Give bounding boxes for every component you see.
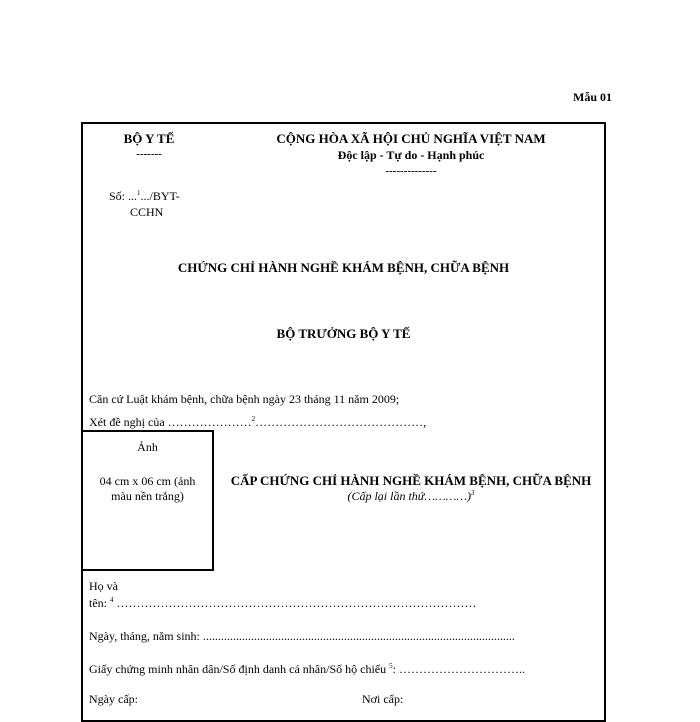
footnote-3: 3 [471,489,475,497]
dob-field[interactable]: Ngày, tháng, năm sinh: ........................................................................................................ [89,629,515,643]
certificate-title: CHỨNG CHỈ HÀNH NGHỀ KHÁM BỆNH, CHỮA BỆNH [177,260,510,275]
document-number: Số: ...$^1$.../BYT- [109,189,180,203]
id-line: Giấy chứng minh nhân dân/Số định danh cá nhân/Số hộ chiếu $^5$: ………………………….. [89,662,525,676]
national-motto: Độc lập - Tự do - Hạnh phúc [337,148,485,162]
name-line: tên: $^4$ ……………………………………………………………………………… [89,596,477,610]
footnote-5: 5 [389,662,393,670]
name-field[interactable]: ……………………………………………………………………………… [116,596,477,610]
photo-box [81,430,214,571]
footnote-2: 2 [251,415,256,423]
id-field[interactable]: : ………………………….. [392,662,525,676]
authority-title: BỘ TRƯỞNG BỘ Y TẾ [276,326,411,341]
form-code: Mẫu 01 [573,90,612,104]
national-title: CỘNG HÒA XÃ HỘI CHỦ NGHĨA VIỆT NAM [276,131,546,146]
document-number-line2: CCHN [130,205,164,219]
photo-spec: 04 cm x 06 cm (ảnh màu nền trắng) [99,474,196,503]
issue-date-field[interactable]: Ngày cấp: [89,692,138,706]
proposal-line: Xét đề nghị của …………………$^2$……………………………………, [89,415,427,429]
issue-place-field[interactable]: Nơi cấp: [362,692,404,706]
issuer-name: BỘ Y TẾ [123,131,175,146]
photo-label: Ảnh [137,440,158,454]
reissue-line: (Cấp lại lần thứ…………)$^3$ [347,489,475,503]
legal-basis: Căn cứ Luật khám bệnh, chữa bệnh ngày 23 tháng 11 năm 2009; [89,392,400,406]
name-label: Họ và [89,579,118,593]
footnote-1: 1 [137,189,141,197]
grant-title: CẤP CHỨNG CHỈ HÀNH NGHỀ KHÁM BỆNH, CHỮA BỆNH [230,473,592,488]
footnote-4: 4 [110,596,114,604]
national-dashes: -------------- [385,165,437,177]
issuer-dashes: ------- [136,148,162,160]
